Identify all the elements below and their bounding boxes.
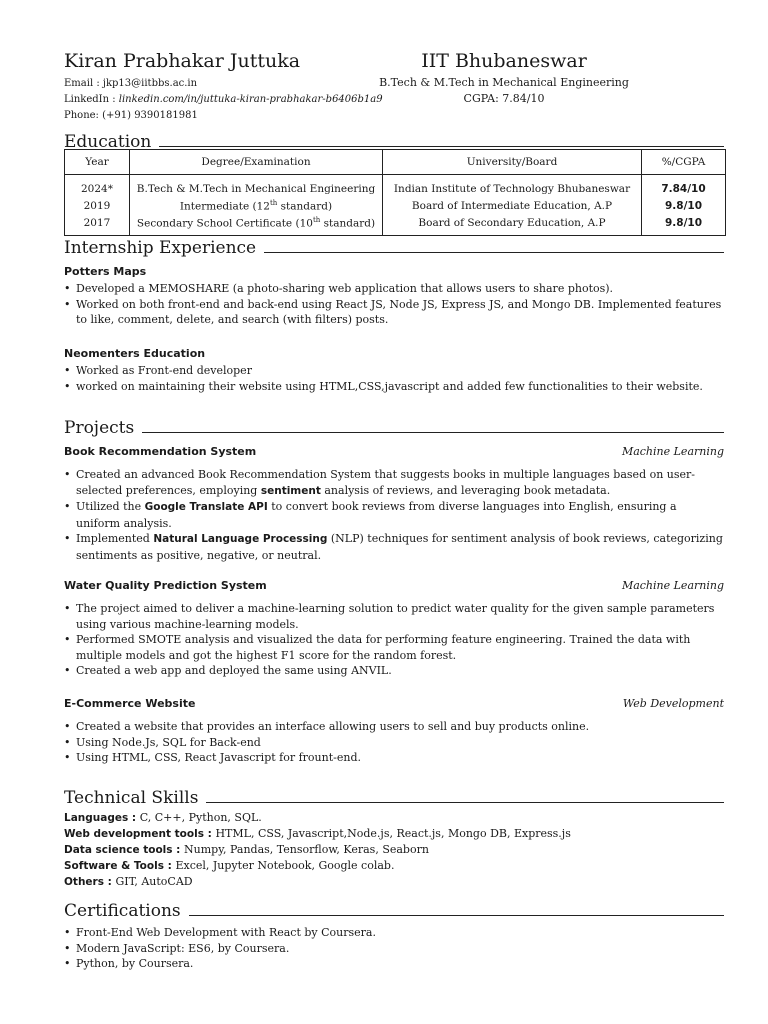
company-name: Potters Maps [64,265,147,278]
list-item: • Developed a MEMOSHARE (a photo-sharing web application that allows users to share photos). [64,281,724,297]
skill-row: Data science tools : Numpy, Pandas, Tensorflow, Keras, Seaborn [64,843,429,856]
list-item: • Created an advanced Book Recommendation System that suggests books in multiple languages based on user-selected preferences, employing sentiment analysis of reviews, and leveraging book metadata. [64,467,724,499]
list-item: • Worked on both front-end and back-end using React JS, Node JS, Express JS, and Mongo DB. Implemented features to like, comment, delete, and search (with filters) posts. [64,297,724,328]
table-header-cell: Degree/Examination [130,150,383,175]
internship-item [64,345,724,394]
section-rule [189,915,724,916]
list-item: • worked on maintaining their website using HTML,CSS,javascript and added few functionalities to their website. [64,379,724,395]
section-title: Certifications [64,901,181,921]
phone-number: (+91) 9390181981 [102,110,198,121]
education-table [64,149,726,236]
list-item: • Using HTML, CSS, React Javascript for frount-end. [64,750,724,766]
bullet-list [64,281,724,328]
degree-cell: B.Tech & M.Tech in Mechanical Engineering [130,175,383,198]
project-tag: Machine Learning [621,445,724,458]
degree-cell: Secondary School Certificate (10th standard) [130,214,383,235]
section-rule [142,432,724,433]
section-rule [206,802,724,803]
table-row [65,197,725,214]
year-cell: 2024* [65,175,130,198]
table-header-cell: University/Board [383,150,642,175]
skills-list [64,810,724,890]
list-item: • Utilized the Google Translate API to convert book reviews from diverse languages into English, ensuring a uniform analysis. [64,499,724,531]
year-cell: 2019 [65,197,130,214]
table-header-cell: Year [65,150,130,175]
skill-row: Web development tools : HTML, CSS, Javascript,Node.js, React.js, Mongo DB, Express.js [64,827,571,840]
bullet-list [64,363,724,394]
section-title: Education [64,132,152,152]
project-item [64,695,724,766]
section-title: Internship Experience [64,238,257,258]
section-title: Projects [64,418,135,438]
project-tag: Web Development [622,697,724,710]
section-rule [159,146,724,147]
company-name: Neomenters Education [64,347,206,360]
board-cell: Board of Secondary Education, A.P [383,214,642,235]
skill-row: Others : GIT, AutoCAD [64,875,193,888]
certifications-list [64,925,724,972]
table-header-row [65,150,725,175]
phone-line [64,108,383,124]
table-row [65,175,725,198]
linkedin-line [64,92,383,108]
project-name: Water Quality Prediction System [64,579,267,592]
linkedin-label: LinkedIn : [64,94,119,105]
project-tag: Machine Learning [621,579,724,592]
list-item: • Using Node.Js, SQL for Back-end [64,735,724,751]
email-label: Email : [64,78,103,89]
list-item: • Modern JavaScript: ES6, by Coursera. [64,941,724,957]
bullet-list [64,467,724,563]
year-cell: 2017 [65,214,130,235]
degree-line: B.Tech & M.Tech in Mechanical Engineering [379,76,629,89]
cgpa-line: CGPA: 7.84/10 [463,92,545,105]
list-item: • Implemented Natural Language Processing (NLP) techniques for sentiment analysis of book reviews, categorizing sentiments as positive, negative, or neutral. [64,531,724,563]
linkedin-link[interactable]: linkedin.com/in/juttuka-kiran-prabhakar-b6406b1a9 [118,94,383,105]
phone-label: Phone: [64,110,103,121]
section-title: Technical Skills [64,788,199,808]
project-item [64,577,724,679]
table-row [65,214,725,235]
score-cell: 9.8/10 [664,216,703,229]
skill-row: Software & Tools : Excel, Jupyter Notebook, Google colab. [64,859,395,872]
list-item: • Worked as Front-end developer [64,363,724,379]
score-cell: 7.84/10 [661,182,706,195]
list-item: • Created a web app and deployed the same using ANVIL. [64,663,724,679]
degree-cell: Intermediate (12th standard) [130,197,383,214]
internship-item [64,263,724,328]
list-item: • Python, by Coursera. [64,956,724,972]
section-certifications [64,899,724,921]
score-cell: 9.8/10 [664,199,703,212]
list-item: • Created a website that provides an interface allowing users to sell and buy products online. [64,719,724,735]
section-projects [64,416,724,438]
bullet-list [64,925,724,972]
contact-info [64,76,383,124]
bullet-list [64,719,724,766]
skill-row: Languages : C, C++, Python, SQL. [64,811,262,824]
project-item [64,443,724,563]
email-line [64,76,383,92]
board-cell: Board of Intermediate Education, A.P [383,197,642,214]
project-name: E-Commerce Website [64,697,196,710]
table-header-cell: %/CGPA [642,150,726,175]
section-rule [264,252,724,253]
institute-name: IIT Bhubaneswar [421,50,587,72]
list-item: • Front-End Web Development with React by Coursera. [64,925,724,941]
email-address[interactable]: jkp13@iitbbs.ac.in [102,78,198,89]
board-cell: Indian Institute of Technology Bhubaneswar [383,175,642,198]
list-item: • The project aimed to deliver a machine-learning solution to predict water quality for the given sample parameters using various machine-learning models. [64,601,724,632]
candidate-name: Kiran Prabhakar Juttuka [64,50,301,72]
section-skills [64,786,724,808]
section-internship [64,236,724,258]
project-name: Book Recommendation System [64,445,257,458]
list-item: • Performed SMOTE analysis and visualized the data for performing feature engineering. Trained the data with multiple models and got the highest F1 score for the random forest. [64,632,724,663]
institute-block [354,50,654,107]
bullet-list [64,601,724,679]
